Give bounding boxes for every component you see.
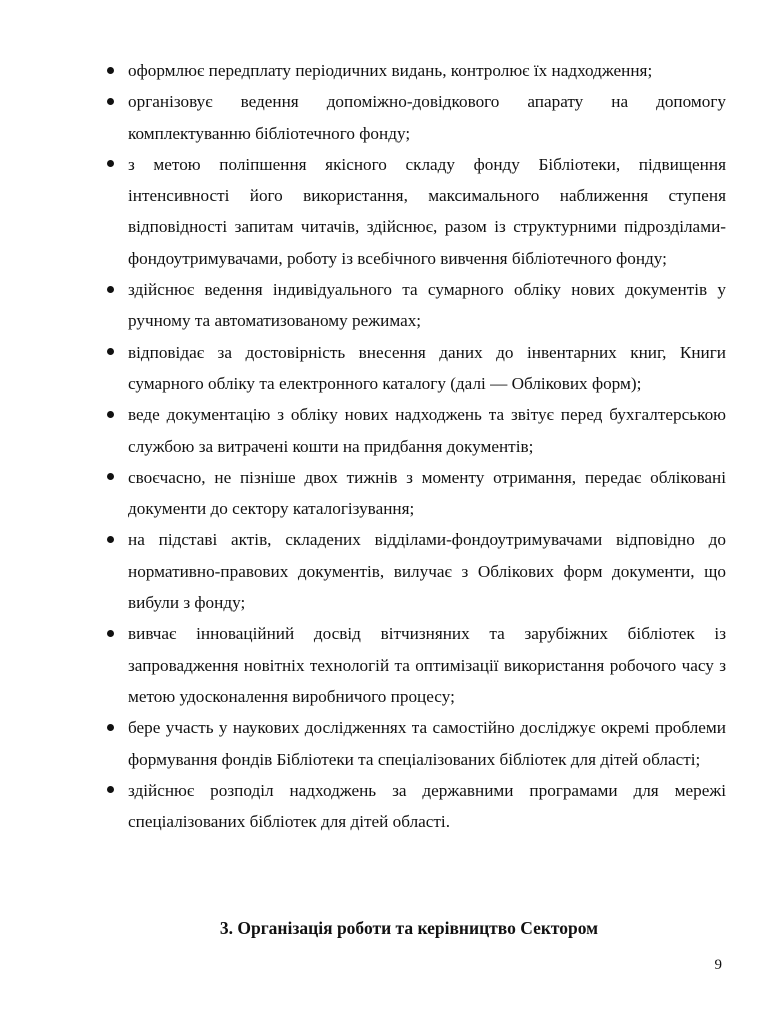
list-item-text: своєчасно, не пізніше двох тижнів з моменту отримання, передає обліковані документи до сектору каталогізування; [128, 467, 726, 519]
list-item [98, 337, 726, 400]
bullet-icon [101, 618, 119, 649]
list-item [98, 618, 726, 712]
list-item [98, 399, 726, 462]
list-item-text: бере участь у наукових дослідженнях та самостійно досліджує окремі проблеми формування фондів Бібліотеки та спеціалізованих бібліотек для дітей області; [128, 718, 726, 769]
list-item-text: здійснює розподіл надходжень за державними програмами для мережі спеціалізованих бібліотек для дітей області. [128, 780, 726, 832]
list-item [98, 462, 726, 525]
duties-list [98, 55, 726, 837]
bullet-icon [101, 524, 119, 555]
bullet-icon [101, 337, 119, 368]
list-item-text: оформлює передплату періодичних видань, контролює їх надходження; [128, 61, 653, 80]
bullet-icon [101, 712, 119, 743]
bullet-icon [101, 274, 119, 305]
section-heading: 3. Організація роботи та керівництво Сектором [219, 918, 599, 938]
list-item [98, 86, 726, 149]
bullet-icon [101, 399, 119, 430]
list-item [98, 712, 726, 775]
list-item-text: відповідає за достовірність внесення даних до інвентарних книг, Книги сумарного обліку та електронного каталогу (далі — Облікових форм); [128, 342, 726, 393]
bullet-icon [101, 55, 119, 86]
list-item-text: веде документацію з обліку нових надходжень та звітує перед бухгалтерською службою за витрачені кошти на придбання документів; [128, 405, 726, 456]
bullet-icon [101, 86, 119, 117]
list-item-text: вивчає інноваційний досвід вітчизняних та зарубіжних бібліотек із запровадження новітніх технологій та оптимізації використання робочого часу з метою удосконалення виробничого процесу; [128, 624, 726, 706]
bullet-icon [101, 462, 119, 493]
list-item [98, 274, 726, 337]
list-item-text: здійснює ведення індивідуального та сумарного обліку нових документів у ручному та автоматизованому режимах; [128, 280, 726, 331]
bullet-icon [101, 149, 119, 180]
bullet-icon [101, 775, 119, 806]
list-item-text: на підставі актів, складених відділами-фондоутримувачами відповідно до нормативно-правових документів, вилучає з Облікових форм документи, що вибули з фонду; [128, 530, 726, 613]
list-item [98, 775, 726, 838]
list-item [98, 524, 726, 618]
list-item-text: організовує ведення допоміжно-довідкового апарату на допомогу комплектуванню бібліотечного фонду; [128, 92, 726, 143]
page-number: 9 [714, 957, 722, 973]
list-item-text: з метою поліпшення якісного складу фонду Бібліотеки, підвищення інтенсивності його використання, максимального наближення ступеня відповідності запитам читачів, здійснює, разом із структурними підрозділами-фондоутримувачами, роботу із всебічного вивчення бібліотечного фонду; [128, 154, 726, 268]
list-item [98, 55, 726, 86]
list-item [98, 149, 726, 274]
